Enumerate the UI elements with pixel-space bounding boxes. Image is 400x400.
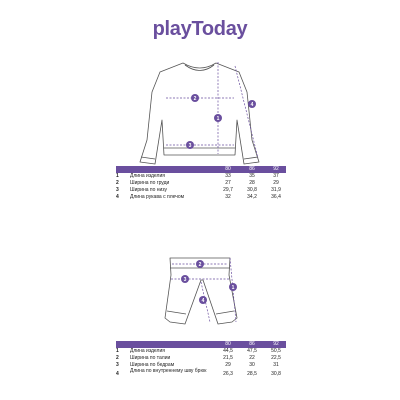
sweatshirt-cuffs (141, 157, 258, 159)
table-row: 3 Ширина по бедрам 29 30 31 (116, 362, 279, 368)
table-row: 4 Длина рукава с плечом 32 34,2 36,4 (116, 194, 281, 200)
top-measurement-table (116, 173, 286, 201)
table-row: 1 Длина изделия 33 35 37 (116, 173, 279, 179)
marker-3: 3 (188, 142, 192, 149)
measure-line-sleeve (235, 66, 258, 158)
table-row: 2 Ширина по талии 21,5 22 22,5 (116, 355, 281, 361)
marker-4: 4 (201, 297, 205, 304)
pants-cuffs (167, 311, 234, 314)
marker-3: 3 (183, 276, 187, 283)
size-label: 92 (273, 166, 279, 172)
marker-2: 2 (193, 95, 197, 102)
table-row: 1 Длина изделия 44,5 47,5 50,5 (116, 348, 281, 354)
size-label: 80 (225, 341, 231, 347)
bottom-size-header (116, 341, 286, 348)
table-row: 2 Ширина по груди 27 28 29 (116, 180, 279, 186)
bottom-measurement-table (116, 348, 286, 380)
table-row: 3 Ширина по низу 29,7 30,8 31,9 (116, 187, 281, 193)
marker-1: 1 (231, 284, 235, 291)
brand-logo: playToday (152, 18, 248, 40)
marker-2: 2 (198, 261, 202, 268)
size-label: 86 (249, 341, 255, 347)
size-label: 86 (249, 166, 255, 172)
table-row: 4 Длина по внутреннему шву брюк 26,3 28,5 30,8 (116, 368, 281, 377)
size-label: 92 (273, 341, 279, 347)
sweatshirt-outline (140, 63, 259, 164)
top-size-header (116, 166, 286, 173)
size-label: 80 (225, 166, 231, 172)
marker-1: 1 (216, 115, 220, 122)
marker-4: 4 (250, 101, 254, 108)
